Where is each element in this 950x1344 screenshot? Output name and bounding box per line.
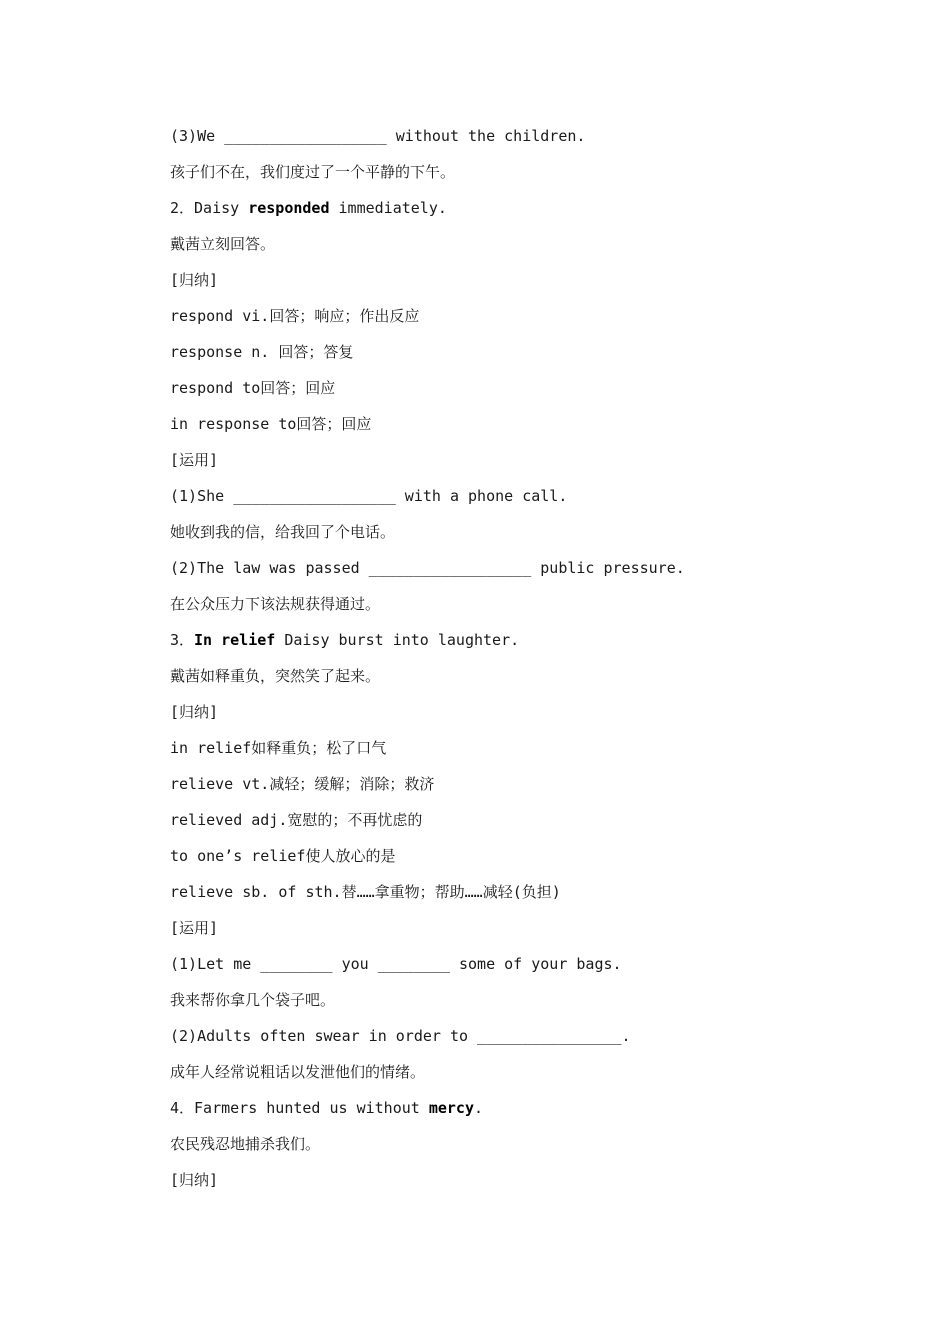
text-line bbox=[170, 874, 890, 910]
line-text: 农民残忍地捕杀我们。 bbox=[170, 1135, 321, 1153]
line-text: 在公众压力下该法规获得通过。 bbox=[170, 595, 381, 613]
line-text: (1)Let me ________ you ________ some of your bags. bbox=[170, 955, 622, 973]
line-text: 2．Daisy bbox=[170, 199, 249, 217]
text-line bbox=[170, 262, 890, 298]
text-line bbox=[170, 694, 890, 730]
line-text: 我来帮你拿几个袋子吧。 bbox=[170, 991, 336, 1009]
line-text: (2)Adults often swear in order to ________________. bbox=[170, 1027, 631, 1045]
text-line bbox=[170, 1126, 890, 1162]
line-text: relieve sb. of sth.替……拿重物；帮助……减轻(负担) bbox=[170, 883, 561, 901]
line-text: respond vi.回答；响应；作出反应 bbox=[170, 307, 420, 325]
line-text: relieved adj.宽慰的；不再忧虑的 bbox=[170, 811, 423, 829]
text-line bbox=[170, 190, 890, 226]
text-line bbox=[170, 550, 890, 586]
line-text: [归纳] bbox=[170, 703, 219, 721]
line-text: [归纳] bbox=[170, 271, 219, 289]
text-line bbox=[170, 118, 890, 154]
text-line bbox=[170, 910, 890, 946]
line-text: in relief如释重负；松了口气 bbox=[170, 739, 387, 757]
text-line bbox=[170, 406, 890, 442]
text-line bbox=[170, 298, 890, 334]
line-text: 戴茜立刻回答。 bbox=[170, 235, 276, 253]
line-text: (1)She __________________ with a phone call. bbox=[170, 487, 568, 505]
line-text: in response to回答；回应 bbox=[170, 415, 372, 433]
line-text: [运用] bbox=[170, 451, 219, 469]
keyword-text: responded bbox=[248, 199, 330, 217]
text-line bbox=[170, 622, 890, 658]
keyword-text: mercy bbox=[428, 1099, 474, 1117]
line-text: 戴茜如释重负，突然笑了起来。 bbox=[170, 667, 381, 685]
line-text: (2)The law was passed __________________ public pressure. bbox=[170, 559, 685, 577]
text-line bbox=[170, 1054, 890, 1090]
text-line bbox=[170, 370, 890, 406]
line-text: [运用] bbox=[170, 919, 219, 937]
line-text: 3． bbox=[170, 631, 195, 649]
text-line bbox=[170, 838, 890, 874]
line-text: Daisy burst into laughter. bbox=[275, 631, 520, 649]
line-text: response n. 回答；答复 bbox=[170, 343, 354, 361]
text-line bbox=[170, 442, 890, 478]
keyword-text: In relief bbox=[194, 631, 276, 649]
text-line bbox=[170, 982, 890, 1018]
text-line bbox=[170, 226, 890, 262]
text-line bbox=[170, 586, 890, 622]
text-line bbox=[170, 658, 890, 694]
line-text: 孩子们不在，我们度过了一个平静的下午。 bbox=[170, 163, 456, 181]
line-text: [归纳] bbox=[170, 1171, 219, 1189]
line-text: 成年人经常说粗话以发泄他们的情绪。 bbox=[170, 1063, 426, 1081]
line-text: respond to回答；回应 bbox=[170, 379, 336, 397]
text-line bbox=[170, 766, 890, 802]
line-text: . bbox=[474, 1099, 484, 1117]
text-line bbox=[170, 730, 890, 766]
line-text: to one’s relief使人放心的是 bbox=[170, 847, 396, 865]
document-body bbox=[170, 118, 890, 1198]
line-text: relieve vt.减轻；缓解；消除；救济 bbox=[170, 775, 435, 793]
text-line bbox=[170, 334, 890, 370]
line-text: immediately. bbox=[329, 199, 447, 217]
line-text: (3)We __________________ without the children. bbox=[170, 127, 586, 145]
text-line bbox=[170, 1162, 890, 1198]
text-line bbox=[170, 1090, 890, 1126]
text-line bbox=[170, 154, 890, 190]
text-line bbox=[170, 1018, 890, 1054]
text-line bbox=[170, 802, 890, 838]
text-line bbox=[170, 478, 890, 514]
line-text: 她收到我的信，给我回了个电话。 bbox=[170, 523, 396, 541]
text-line bbox=[170, 514, 890, 550]
line-text: 4．Farmers hunted us without bbox=[170, 1099, 429, 1117]
text-line bbox=[170, 946, 890, 982]
